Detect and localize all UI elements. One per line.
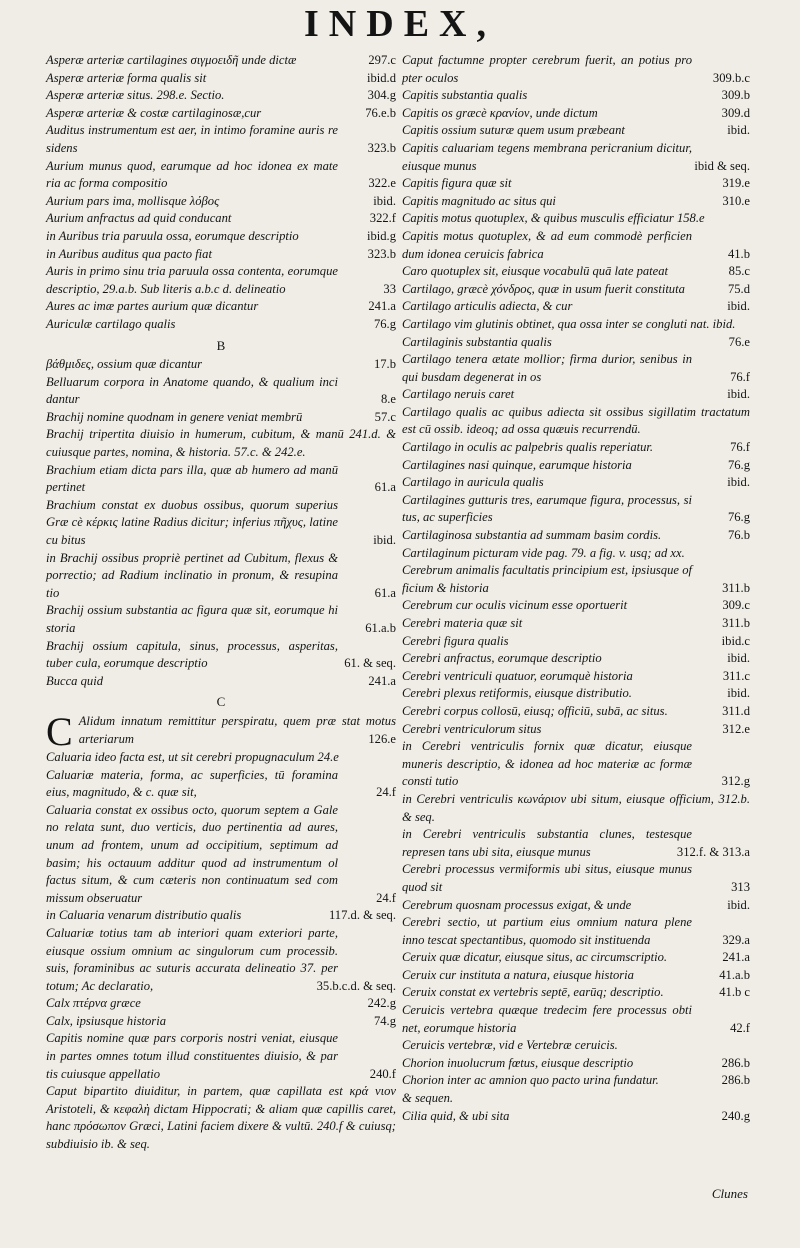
entry-page-reference: 8.e xyxy=(373,391,396,409)
index-entry xyxy=(46,749,396,767)
index-entry xyxy=(46,70,396,88)
entry-page-reference: 76.e xyxy=(721,334,750,352)
entry-text: Chorion inuolucrum fœtus, eiusque descriptio xyxy=(402,1055,634,1070)
entry-page-reference: 309.d xyxy=(714,105,750,123)
entry-text: Alidum innatum remittitur perspiratu, quem præ stat motus arteriarum xyxy=(78,713,396,746)
index-entry xyxy=(46,374,396,409)
entry-page-reference: 241.a xyxy=(360,673,396,691)
entry-text: Auriculæ cartilago qualis xyxy=(46,316,176,331)
entry-page-reference: 286.b xyxy=(714,1072,750,1090)
entry-page-reference: ibid.d xyxy=(359,70,396,88)
index-entry xyxy=(46,193,396,211)
index-entry xyxy=(402,685,750,703)
entry-text: βάθμιδες, ossium quæ dicantur xyxy=(46,357,203,372)
entry-page-reference: 322.f xyxy=(362,210,396,228)
index-entry xyxy=(46,158,396,193)
index-entry xyxy=(46,52,396,70)
entry-text: Ceruicis vertebræ, vid e Vertebræ ceruicis. xyxy=(402,1038,618,1053)
entry-text: Capitis motus quotuplex, & ad eum commodè perficien dum idonea ceruicis fabrica xyxy=(402,228,692,261)
entry-text: Cerebri figura qualis xyxy=(402,633,509,648)
entry-text: Cartilago tenera ætate mollior; firma durior, senibus in qui busdam degenerat in os xyxy=(402,352,692,384)
entry-page-reference: 41.a.b xyxy=(711,967,750,985)
entry-text: Cartilago vim glutinis obtinet, qua ossa inter se congluti nat. ibid. xyxy=(402,316,736,331)
entry-page-reference: 311.d xyxy=(714,703,750,721)
index-entry xyxy=(402,721,750,739)
entry-text: Bucca quid xyxy=(46,673,104,688)
entry-page-reference: 85.c xyxy=(721,263,750,281)
entry-page-reference: 309.b.c xyxy=(705,70,750,88)
section-letter: C xyxy=(216,694,226,710)
index-entry xyxy=(402,1072,750,1090)
running-head: INDEX, xyxy=(304,3,496,45)
entry-page-reference: ibid. xyxy=(719,386,750,404)
index-column-right xyxy=(402,52,750,1125)
entry-text: Auris in primo sinu tria paruula ossa contenta, eorumque descriptio, 29.a.b. Sub literis a.b.c d. delineatio xyxy=(46,264,338,296)
entry-text: Capitis caluariam tegens membrana pericranium dicitur, eiusque munus xyxy=(402,140,692,173)
entry-page-reference: 312.g xyxy=(714,773,750,791)
index-entry xyxy=(402,597,750,615)
entry-text: Cerebri plexus retiformis, eiusque distributio. xyxy=(402,686,632,701)
entry-page-reference: 75.d xyxy=(720,281,750,299)
index-entry xyxy=(46,673,396,691)
entry-page-reference: 311.b xyxy=(714,580,750,598)
index-entry xyxy=(402,210,750,228)
index-entry xyxy=(402,105,750,123)
entry-text: Ceruix cur instituta a natura, eiusque historia xyxy=(402,967,634,982)
entry-page-reference: 61.a xyxy=(367,479,396,497)
index-entry xyxy=(46,462,396,497)
entry-text: in Auribus auditus qua pacto fiat xyxy=(46,246,212,261)
entry-page-reference: ibid. xyxy=(719,650,750,668)
entry-page-reference: 33 xyxy=(375,281,396,299)
catchword xyxy=(712,1186,748,1202)
index-entry xyxy=(402,1108,750,1126)
index-entry xyxy=(46,1083,396,1153)
entry-text: Capitis nomine quæ pars corporis nostri veniat, eiusque in partes omnes totum illud constituentes diuisio, & par tis cuiusque appellatio xyxy=(46,1031,338,1081)
index-entry xyxy=(402,984,750,1002)
entry-page-reference: 242.g xyxy=(360,995,396,1013)
index-entry xyxy=(46,995,396,1013)
entry-page-reference: ibid. xyxy=(719,122,750,140)
entry-text: Aures ac imæ partes aurium quæ dicantur xyxy=(46,299,259,314)
entry-page-reference: 61.a xyxy=(367,585,396,603)
entry-text: Cilia quid, & ubi sita xyxy=(402,1108,510,1123)
index-entry xyxy=(46,263,396,298)
entry-page-reference: 319.e xyxy=(714,175,750,193)
index-entry xyxy=(46,708,396,754)
index-entry xyxy=(402,492,750,527)
entry-text: Asperæ arteriæ & costæ cartilaginosæ,cur xyxy=(46,105,262,120)
index-entry xyxy=(402,738,750,791)
entry-page-reference: ibid. xyxy=(719,897,750,915)
entry-text: Capitis motus quotuplex, & quibus musculis efficiatur 158.e xyxy=(402,211,705,226)
index-entry xyxy=(46,1013,396,1031)
index-entry xyxy=(46,802,396,908)
entry-page-reference: 76.b xyxy=(720,527,750,545)
entry-page-reference: 241.a xyxy=(714,949,750,967)
index-entry xyxy=(46,1030,396,1083)
entry-text: Capitis magnitudo ac situs qui xyxy=(402,193,556,208)
index-entry xyxy=(402,298,750,316)
entry-text: Brachij ossium substantia ac figura quæ sit, eorumque hi storia xyxy=(46,603,338,635)
entry-page-reference: 286.b xyxy=(714,1055,750,1073)
entry-page-reference: 76.f xyxy=(722,369,750,387)
entry-text: Cerebrum cur oculis vicinum esse oportuerit xyxy=(402,598,628,613)
index-entry xyxy=(402,791,750,826)
entry-text: in Cerebri ventriculis fornix quæ dicatur, eiusque muneris descriptio, & idonea ad hoc materiæ ac formæ consti tutio xyxy=(402,739,692,789)
entry-text: Aurium anfractus ad quid conducant xyxy=(46,211,232,226)
index-entry xyxy=(46,602,396,637)
entry-text: & sequen. xyxy=(402,1091,454,1106)
index-entry xyxy=(402,703,750,721)
index-entry xyxy=(402,1055,750,1073)
index-entry xyxy=(402,334,750,352)
index-entry xyxy=(402,897,750,915)
entry-page-reference: 322.e xyxy=(360,175,396,193)
index-entry xyxy=(402,826,750,861)
index-entry xyxy=(402,404,750,439)
entry-text: Brachium etiam dicta pars illa, quæ ab humero ad manū pertinet xyxy=(46,462,338,495)
index-entry xyxy=(402,457,750,475)
entry-page-reference: ibid. xyxy=(719,298,750,316)
index-entry xyxy=(402,175,750,193)
entry-text: Cartilaginum picturam vide pag. 79. a fig. v. usq; ad xx. xyxy=(402,545,685,560)
entry-page-reference: ibid. xyxy=(365,532,396,550)
entry-text: Caput bipartito diuiditur, in partem, quæ capillata est κρά νιον Aristoteli, & κεφαλὴ dictam Hippocrati; & aliam quæ capillis caret, hanc πρόσωπον Græci, Latini faciem dixere & vultū. 240.f & cuiusq; subdiuisio ib. & seq. xyxy=(46,1084,396,1152)
entry-page-reference: ibid. xyxy=(719,474,750,492)
entry-page-reference: 323.b xyxy=(360,246,396,264)
index-entry xyxy=(46,316,396,334)
entry-page-reference: 309.b xyxy=(714,87,750,105)
entry-text: Brachium constat ex duobus ossibus, quorum superius Græ cè κέρκις latine Radius dicitur; inferius πῆχυς, latine cu bitus xyxy=(46,497,338,548)
entry-page-reference: 240.f xyxy=(362,1066,396,1084)
index-entry xyxy=(402,351,750,386)
entry-page-reference: 76.f xyxy=(722,439,750,457)
index-entry xyxy=(46,409,396,427)
entry-page-reference: 240.g xyxy=(714,1108,750,1126)
entry-text: Ceruicis vertebra quæque tredecim fere processus obti net, eorumque historia xyxy=(402,1003,692,1035)
index-entry xyxy=(46,907,396,925)
entry-text: Capitis substantia qualis xyxy=(402,88,528,103)
entry-text: Cartilago, græcè χόνδρος, quæ in usum fuerit constituta xyxy=(402,281,685,296)
index-entry xyxy=(402,87,750,105)
entry-text: Cartilago in oculis ac palpebris qualis reperiatur. xyxy=(402,440,654,455)
entry-page-reference: ibid.c xyxy=(714,633,750,651)
entry-text: Cerebri ventriculi quatuor, eorumquè historia xyxy=(402,668,633,683)
index-entry xyxy=(46,87,396,105)
entry-text: Caluariæ totius tam ab interiori quam exteriori parte, eiusque ossium omnium ac singulorum cum processib. suis, foraminibus ac suturis accurata delineatio 37. per totum; Ac declaratio, xyxy=(46,925,338,993)
entry-page-reference: 76.g xyxy=(720,509,750,527)
entry-text: in Brachij ossibus propriè pertinet ad Cubitum, flexus & porrectio; ad Radium inclinatio in pronum, & resupina tio xyxy=(46,550,338,600)
entry-text: Brachij ossium capitula, sinus, processus, asperitas, tuber cula, eorumque descriptio xyxy=(46,638,338,671)
entry-text: Cartilago qualis ac quibus adiecta sit ossibus sigillatim tractatum est cū ossib. ideoq; ad ossa quæuis recurrendū. xyxy=(402,404,750,437)
entry-page-reference: 309.c xyxy=(714,597,750,615)
entry-page-reference: 311.c xyxy=(715,668,750,686)
index-entry xyxy=(402,633,750,651)
entry-text: Brachij nomine quodnam in genere veniat membrū xyxy=(46,409,303,424)
entry-page-reference: ibid & seq. xyxy=(686,158,750,176)
entry-text: Caluariæ materia, forma, ac superficies, tū foramina eius, magnitudo, & c. quæ sit, xyxy=(46,767,338,800)
entry-text: Cartilaginosa substantia ad summam basim cordis. xyxy=(402,528,662,543)
entry-page-reference: 76.g xyxy=(720,457,750,475)
entry-text: Cerebri sectio, ut partium eius omnium natura plene inno tescat spectantibus, quomodo sit instituenda xyxy=(402,915,692,947)
entry-text: Capitis ossium suturæ quem usum præbeant xyxy=(402,123,625,138)
entry-text: Chorion inter ac amnion quo pacto urina fundatur. xyxy=(402,1073,659,1088)
entry-page-reference: 17.b xyxy=(366,356,396,374)
index-entry xyxy=(46,638,396,673)
entry-page-reference: 61. & seq. xyxy=(336,655,396,673)
index-entry xyxy=(46,767,396,802)
entry-text: Caluaria constat ex ossibus octo, quorum septem a Gale no relata sunt, duo verticis, duo pertinentia ad aures, unum ad frontem, unum ad occipitium, septimum ad basim; his octauum additur quod ad instrumentum ol factus situm, & cum cæteris non continuatum sed com missum obseruatur xyxy=(46,802,338,905)
index-entry xyxy=(46,246,396,264)
entry-page-reference: 35.b.c.d. & seq. xyxy=(309,978,396,996)
index-entry xyxy=(402,527,750,545)
entry-page-reference: ibid. xyxy=(719,685,750,703)
entry-text: Cartilago neruis caret xyxy=(402,387,515,402)
entry-text: Calx, ipsiusque historia xyxy=(46,1013,166,1028)
entry-page-reference: 329.a xyxy=(714,932,750,950)
entry-page-reference: ibid.g xyxy=(359,228,396,246)
index-entry xyxy=(402,914,750,949)
index-entry xyxy=(46,298,396,316)
entry-text: Auditus instrumentum est aer, in intimo foramine auris re sidens xyxy=(46,123,338,155)
entry-page-reference: ibid. xyxy=(365,193,396,211)
index-entry xyxy=(402,1090,750,1108)
entry-page-reference: 24.f xyxy=(368,784,396,802)
drop-capital: C xyxy=(46,708,73,754)
index-entry xyxy=(402,615,750,633)
entry-page-reference: 312.e xyxy=(714,721,750,739)
index-entry xyxy=(402,263,750,281)
entry-text: Cerebrum quosnam processus exigat, & unde xyxy=(402,897,632,912)
entry-text: Cartilago in auricula qualis xyxy=(402,475,544,490)
index-entry xyxy=(402,52,750,87)
entry-text: in Caluaria venarum distributio qualis xyxy=(46,908,242,923)
entry-page-reference: 297.c xyxy=(360,52,396,70)
index-entry xyxy=(46,426,396,461)
entry-page-reference: 310.e xyxy=(714,193,750,211)
entry-text: Caro quotuplex sit, eiusque vocabulū quā late pateat xyxy=(402,264,669,279)
entry-text: Cartilaginis substantia qualis xyxy=(402,334,552,349)
entry-text: Cerebrum animalis facultatis principium est, ipsiusque of ficium & historia xyxy=(402,563,692,595)
index-entry xyxy=(402,650,750,668)
entry-text: Ceruix quæ dicatur, eiusque situs, ac circumscriptio. xyxy=(402,950,668,965)
entry-text: Cartilago articulis adiecta, & cur xyxy=(402,299,573,314)
entry-page-reference: 24.f xyxy=(368,890,396,908)
index-entry xyxy=(402,140,750,175)
entry-page-reference: 311.b xyxy=(714,615,750,633)
entry-page-reference: 42.f xyxy=(722,1020,750,1038)
entry-text: Cerebri materia quæ sit xyxy=(402,616,523,630)
entry-page-reference: 76.g xyxy=(366,316,396,334)
index-entry xyxy=(46,122,396,157)
index-entry xyxy=(402,386,750,404)
index-entry xyxy=(402,861,750,896)
entry-page-reference: 323.b xyxy=(360,140,396,158)
entry-text: Cerebri processus vermiformis ubi situs, eiusque munus quod sit xyxy=(402,862,692,894)
entry-page-reference: 61.a.b xyxy=(357,620,396,638)
entry-text: Caluaria ideo facta est, ut sit cerebri propugnaculum 24.e xyxy=(46,749,339,764)
index-entry xyxy=(402,122,750,140)
entry-text: Asperæ arteriæ situs. 298.e. Sectio. xyxy=(46,88,225,103)
entry-page-reference: 313 xyxy=(723,879,750,897)
entry-page-reference: 57.c xyxy=(367,409,396,427)
entry-page-reference: 304.g xyxy=(360,87,396,105)
entry-text: Capitis os græcè κρανίον, unde dictum xyxy=(402,105,598,120)
entry-text: Belluarum corpora in Anatome quando, & qualium inci dantur xyxy=(46,374,338,407)
entry-text: Cerebri ventriculorum situs xyxy=(402,721,542,736)
entry-text: Brachij tripertita diuisio in humerum, cubitum, & manū 241.d. & cuiusque partes, nomina, & historia. 57.c. & 242.e. xyxy=(46,427,396,460)
entry-page-reference: 126.e xyxy=(360,731,396,749)
entry-text: Cerebri anfractus, eorumque descriptio xyxy=(402,651,602,666)
index-entry xyxy=(402,668,750,686)
section-letter: B xyxy=(216,337,226,353)
entry-text: Aurium munus quod, earumque ad hoc idonea ex mate ria ac forma compositio xyxy=(46,158,338,191)
index-entry xyxy=(402,562,750,597)
index-entry xyxy=(46,210,396,228)
index-entry xyxy=(402,228,750,263)
index-entry xyxy=(402,967,750,985)
index-entry xyxy=(46,356,396,374)
catchword-text: Clunes xyxy=(711,1186,748,1201)
index-entry xyxy=(402,193,750,211)
index-entry xyxy=(46,228,396,246)
index-entry xyxy=(46,925,396,995)
entry-page-reference: 41.b c xyxy=(711,984,750,1002)
index-entry xyxy=(402,474,750,492)
entry-text: Asperæ arteriæ cartilagines σιγμοειδῆ unde dictæ xyxy=(46,53,297,67)
index-entry xyxy=(402,949,750,967)
entry-page-reference: 41.b xyxy=(720,246,750,264)
index-column-left xyxy=(46,52,396,1154)
index-entry xyxy=(402,439,750,457)
entry-text: Cartilagines gutturis tres, earumque figura, processus, si tus, ac superficies xyxy=(402,492,692,525)
entry-text: Asperæ arteriæ forma qualis sit xyxy=(46,70,207,85)
entry-page-reference: 74.g xyxy=(366,1013,396,1031)
entry-text: Cartilagines nasi quinque, earumque historia xyxy=(402,457,632,472)
entry-page-reference: 76.e.b xyxy=(357,105,396,123)
entry-page-reference: 312.f. & 313.a xyxy=(669,844,750,862)
index-entry xyxy=(46,105,396,123)
entry-text: Aurium pars ima, mollisque λόβος xyxy=(46,193,220,208)
index-entry xyxy=(402,545,750,563)
index-entry xyxy=(402,281,750,299)
index-entry xyxy=(402,316,750,334)
entry-text: in Cerebri ventriculis κωνάριον ubi situm, eiusque officium, 312.b. & seq. xyxy=(402,791,750,824)
entry-text: Ceruix constat ex vertebris septē, earūq; descriptio. xyxy=(402,985,664,1000)
entry-text: Cerebri corpus collosū, eiusq; officiū, subā, ac situs. xyxy=(402,703,668,718)
index-entry xyxy=(402,1037,750,1055)
index-entry xyxy=(46,497,396,550)
entry-text: in Auribus tria paruula ossa, eorumque descriptio xyxy=(46,228,299,243)
entry-text: in Cerebri ventriculis substantia clunes, testesque represen tans ubi sita, eiusque munus xyxy=(402,827,692,859)
entry-text: Caput factumne propter cerebrum fuerit, an potius pro pter oculos xyxy=(402,53,692,85)
index-entry xyxy=(46,550,396,603)
index-entry xyxy=(402,1002,750,1037)
entry-text: Capitis figura quæ sit xyxy=(402,176,512,191)
entry-page-reference: 117.d. & seq. xyxy=(321,907,396,925)
entry-text: Calx πτέρνα græce xyxy=(46,996,141,1011)
entry-page-reference: 241.a xyxy=(360,298,396,316)
